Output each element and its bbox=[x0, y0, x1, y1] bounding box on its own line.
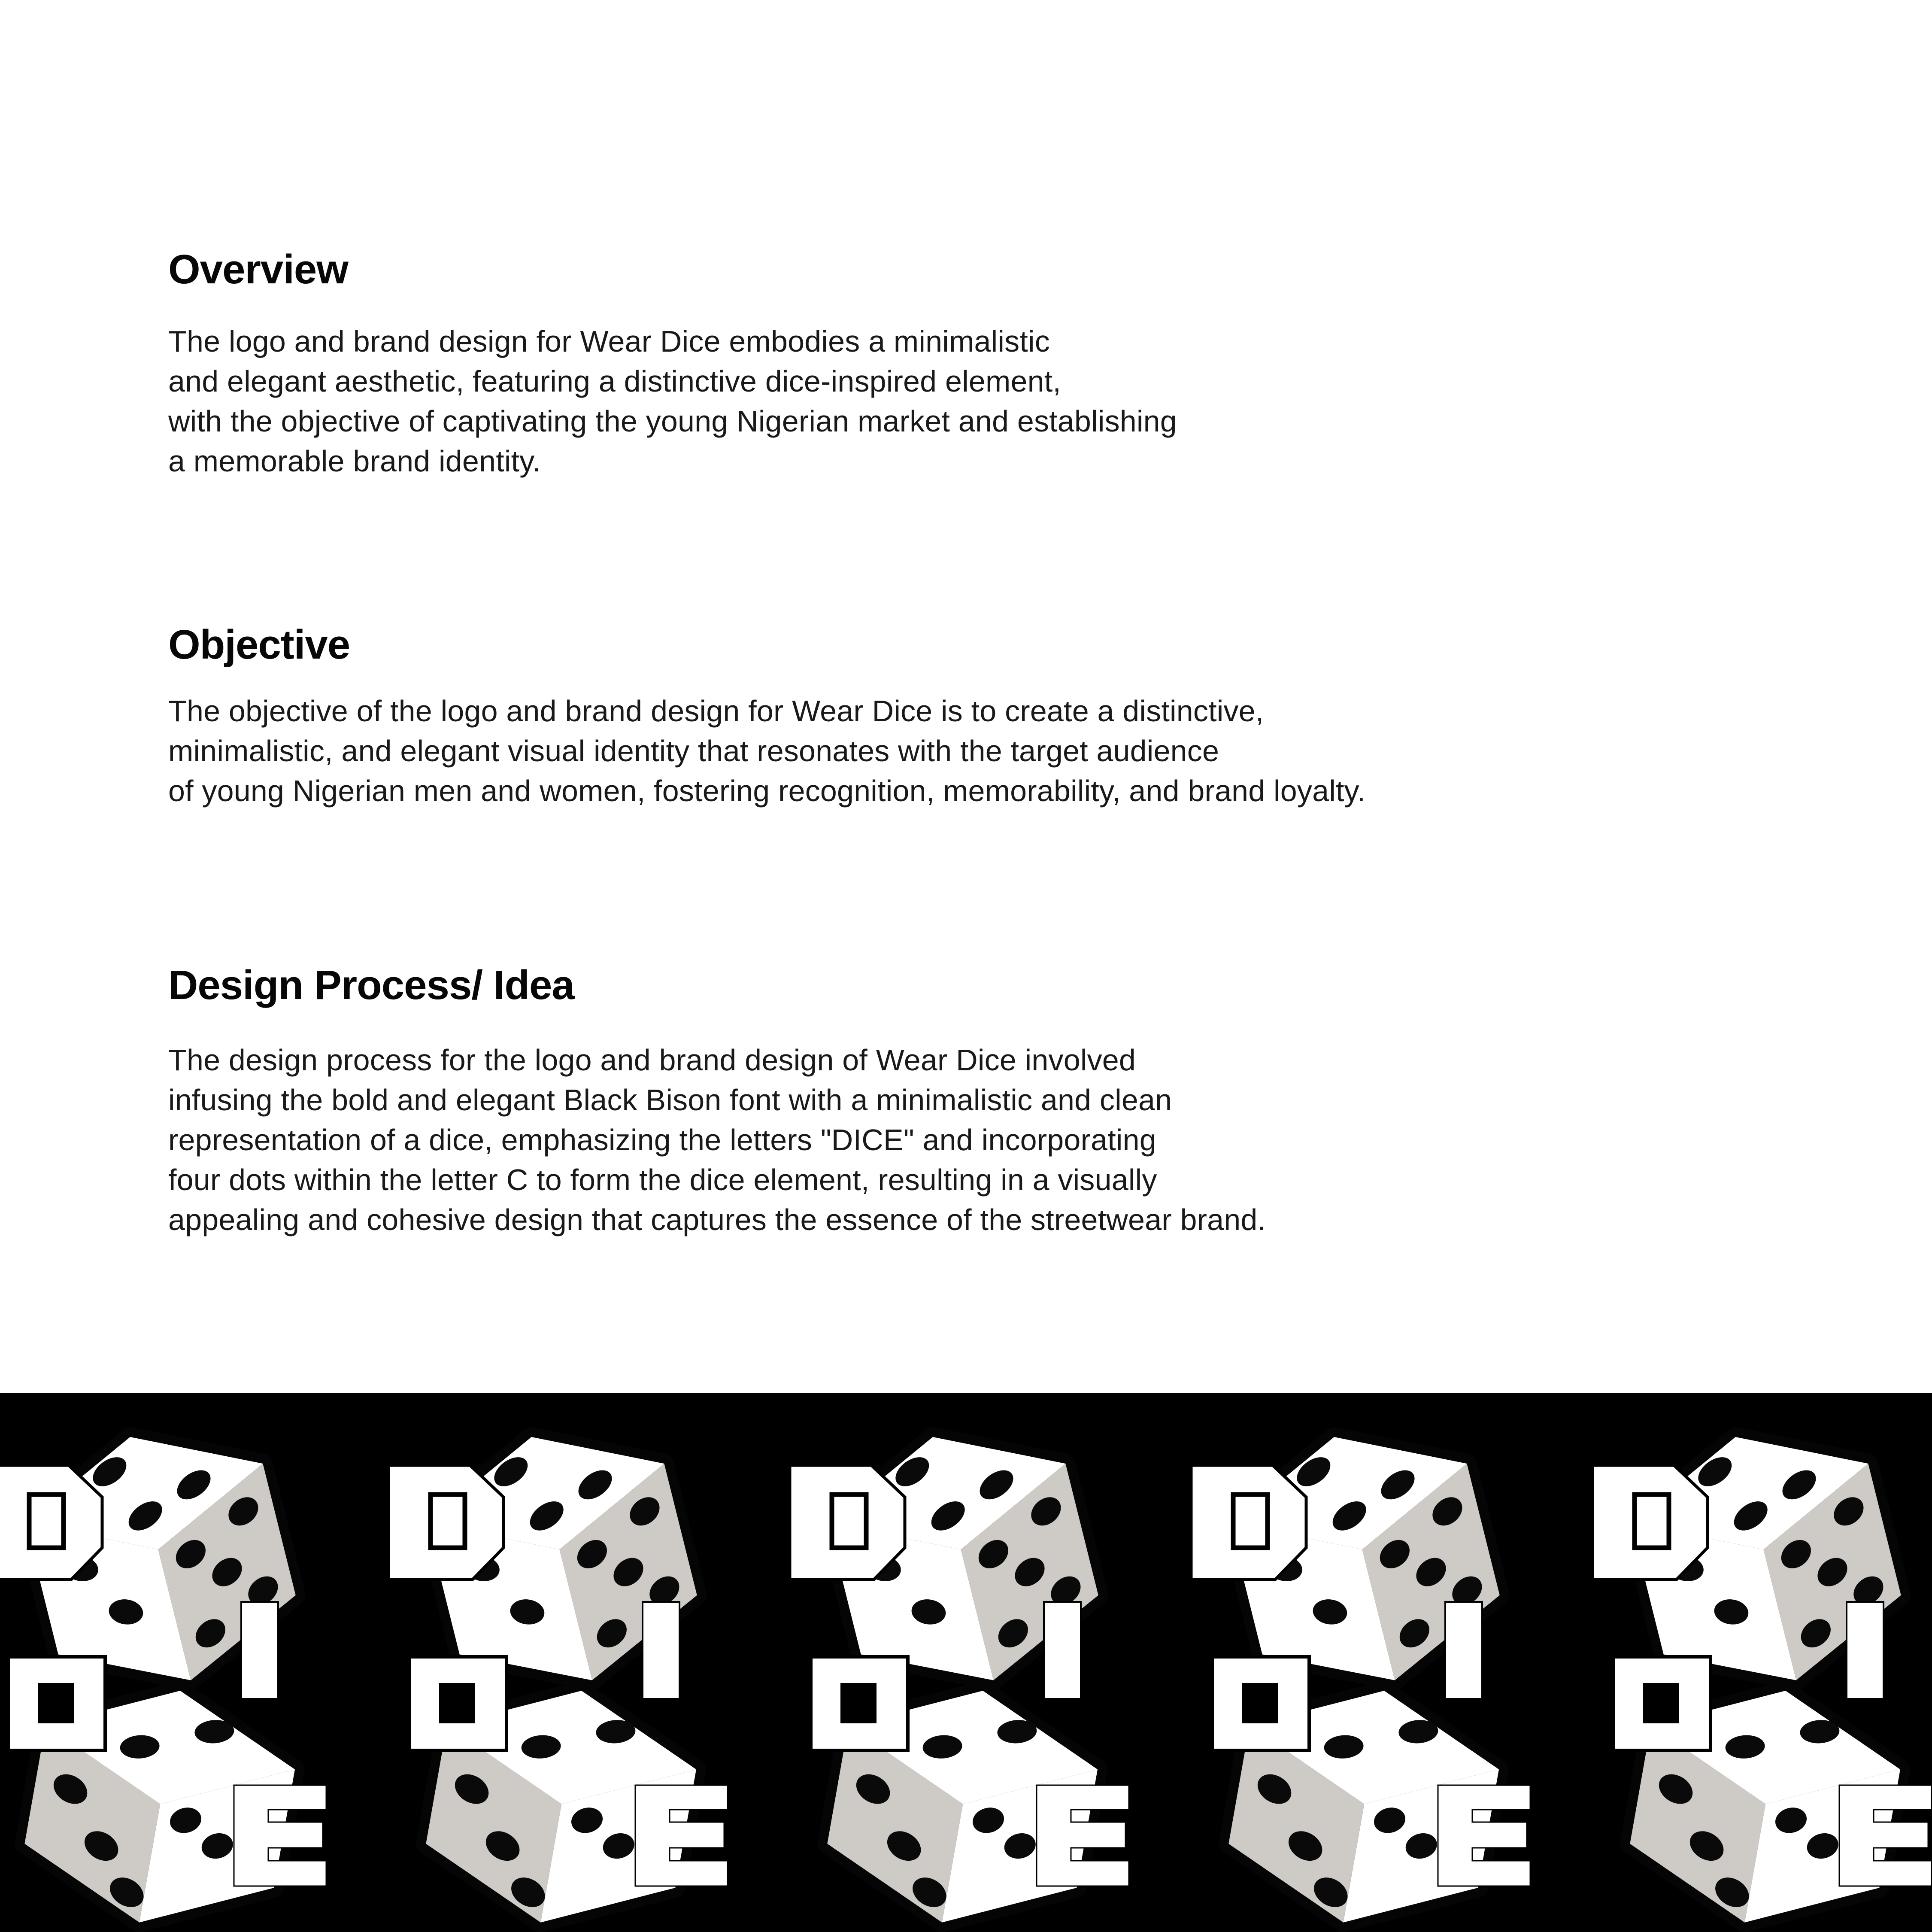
overview-line: with the objective of captivating the young Nigerian market and establishing bbox=[168, 404, 1177, 438]
dice-logo-motif bbox=[1592, 1393, 1932, 1932]
design-process-paragraph bbox=[168, 1040, 1266, 1240]
overview-heading: Overview bbox=[168, 246, 348, 292]
dice-logo-motif bbox=[790, 1393, 1146, 1932]
dice-logo-motif bbox=[388, 1393, 745, 1932]
dice-logo-motif bbox=[0, 1393, 343, 1932]
overview-line: a memorable brand identity. bbox=[168, 444, 541, 478]
overview-line: The logo and brand design for Wear Dice embodies a minimalistic bbox=[168, 325, 1050, 358]
design-process-line: representation of a dice, emphasizing the letters "DICE" and incorporating bbox=[168, 1123, 1156, 1157]
overview-line: and elegant aesthetic, featuring a distinctive dice-inspired element, bbox=[168, 365, 1062, 398]
objective-line: minimalistic, and elegant visual identity that resonates with the target audience bbox=[168, 734, 1219, 768]
design-process-heading: Design Process/ Idea bbox=[168, 962, 574, 1008]
design-process-line: appealing and cohesive design that captures the essence of the streetwear brand. bbox=[168, 1203, 1266, 1236]
brand-band bbox=[0, 1393, 1932, 1932]
design-process-line: infusing the bold and elegant Black Bison font with a minimalistic and clean bbox=[168, 1083, 1172, 1117]
overview-paragraph bbox=[168, 322, 1177, 481]
design-process-line: four dots within the letter C to form the dice element, resulting in a visually bbox=[168, 1163, 1157, 1197]
design-process-line: The design process for the logo and brand design of Wear Dice involved bbox=[168, 1043, 1136, 1077]
objective-paragraph bbox=[168, 691, 1365, 811]
objective-heading: Objective bbox=[168, 622, 350, 668]
objective-line: of young Nigerian men and women, fostering recognition, memorability, and brand loyalty. bbox=[168, 774, 1366, 808]
objective-line: The objective of the logo and brand design for Wear Dice is to create a distinctive, bbox=[168, 694, 1264, 728]
dice-logo-motif bbox=[1191, 1393, 1547, 1932]
